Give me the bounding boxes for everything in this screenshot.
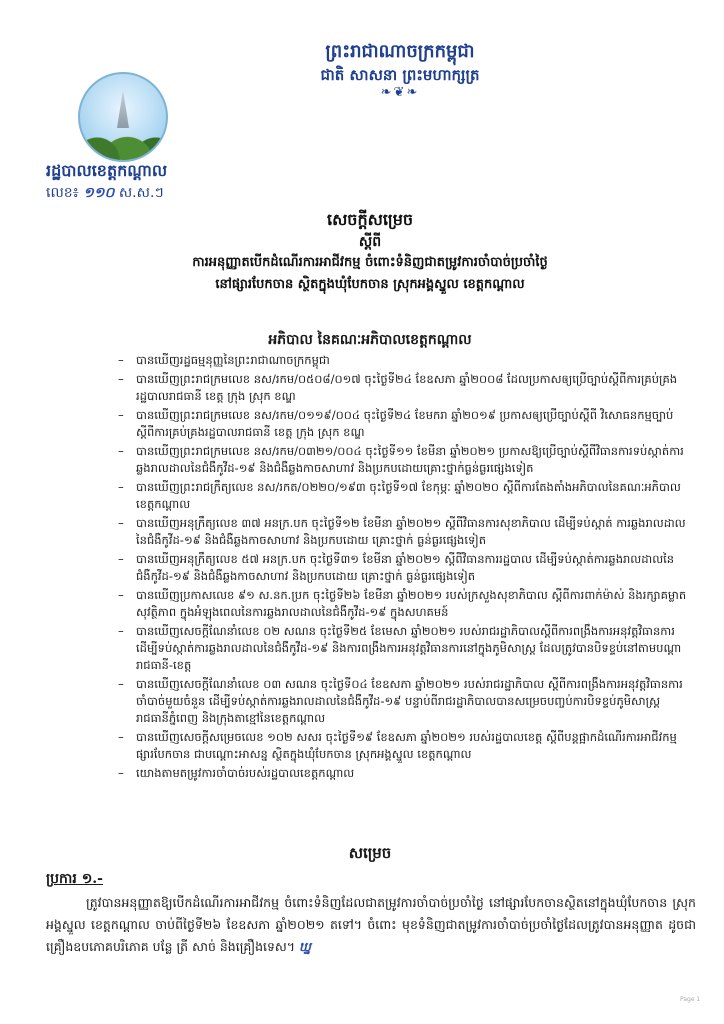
document-number-prefix: លេខ៖ xyxy=(46,185,79,201)
list-item: – បានឃើញសេចក្តីណែនាំលេខ ០២ សណន ចុះថ្ងៃទី២៥ ខែមេសា ឆ្នាំ២០២១ របស់រាជរដ្ឋាភិបាលស្តីពីការពង្រឹងការអនុវត្តវិធានការដើម្បីទប់ស្កាត់ការឆ្លងរាលដាលនៃជំងឺកូវីដ-១៩ និងការពង្រឹងការអនុវត្តវិធានការនៅក្នុងភូមិសាស្ត្រ ដែលត្រូវបានបិទខ្ទប់នៅតាមបណ្តារាជធានី-ខេត្ត xyxy=(118,623,688,674)
kingdom-header xyxy=(250,40,550,100)
document-number-value: ១១០ xyxy=(83,185,115,201)
title-line-1: សេចក្តីសម្រេច xyxy=(326,210,413,229)
article-1-body xyxy=(46,892,696,958)
kingdom-name: ព្រះរាជាណាចក្រកម្ពុជា xyxy=(325,41,475,62)
list-item: – បានឃើញរដ្ឋធម្មនុញ្ញនៃព្រះរាជាណាចក្រកម្ពុជា xyxy=(118,352,688,369)
page-number: Page 1 xyxy=(680,996,701,1003)
list-item: – បានឃើញប្រកាសលេខ ៩១ ស.នក.ប្រក ចុះថ្ងៃទី២៦ ខែមីនា ឆ្នាំ២០២១ របស់ក្រសួងសុខាភិបាល ស្តីពីការពាក់ម៉ាស់ និងរក្សាគម្លាតសុវត្ថិភាព ក្នុងអំឡុងពេលនៃការឆ្លងរាលដាលនៃជំងឺកូវីដ-១៩ ក្នុងសហគមន៍ xyxy=(118,587,688,621)
considerations-list xyxy=(118,352,688,784)
national-motto: ជាតិ សាសនា ព្រះមហាក្សត្រ xyxy=(320,66,480,84)
list-item: – យោងតាមតម្រូវការចាំបាច់របស់រដ្ឋបាលខេត្តកណ្តាល xyxy=(118,765,688,782)
list-item: – បានឃើញអនុក្រឹត្យលេខ ៣៧ អនក្រ.បក ចុះថ្ងៃទី១២ ខែមីនា ឆ្នាំ២០២១ ស្តីពីវិធានការសុខាភិបាល ដើម្បីទប់ស្កាត់ ការឆ្លងរាលដាលនៃជំងឺកូវីដ-១៩ និងជំងឺឆ្លងកាចសាហាវ និងប្រកបដោយ គ្រោះថ្នាក់ ធ្ងន់ធ្ងរផ្សេងទៀត xyxy=(118,515,688,549)
list-item: – បានឃើញអនុក្រឹត្យលេខ ៥៧ អនក្រ.បក ចុះថ្ងៃទី៣១ ខែមីនា ឆ្នាំ២០២១ ស្តីពីវិធានការរដ្ឋបាល ដើម្បីទប់ស្កាត់ការឆ្លងរាលដាលនៃជំងឺកូវីដ-១៩ និងជំងឺឆ្លងកាចសាហាវ និងប្រកបដោយ គ្រោះថ្នាក់ ធ្ងន់ធ្ងរផ្សេងទៀត xyxy=(118,551,688,585)
decision-heading: សម្រេច xyxy=(348,844,392,862)
list-item: – បានឃើញព្រះរាជក្រមលេខ នស/រកម/០១១៩/០០៤ ចុះថ្ងៃទី២៤ ខែមករា ឆ្នាំ២០១៩ ប្រកាសឲ្យប្រើច្បាប់ស្តីពី វិសោធនកម្មច្បាប់ ស្តីពីការគ្រប់គ្រងរដ្ឋបាលរាជធានី ខេត្ត ក្រុង ស្រុក ខណ្ឌ xyxy=(118,407,688,441)
board-heading: អភិបាល នៃគណៈអភិបាលខេត្តកណ្តាល xyxy=(268,332,472,348)
list-item: – បានឃើញព្រះរាជក្រមលេខ នស/រកម/០៣២១/០០៤ ចុះថ្ងៃទី១១ ខែមីនា ឆ្នាំ២០២១ ប្រកាសឱ្យប្រើច្បាប់ស្តីពីវិធានការទប់ស្កាត់ការឆ្លងរាលដាលនៃជំងឺកូវីដ-១៩ និងជំងឺឆ្លងកាចសាហាវ និងប្រកបដោយគ្រោះថ្នាក់ធ្ងន់ធ្ងរផ្សេងទៀត xyxy=(118,443,688,477)
list-item: – បានឃើញសេចក្តីសម្រេចលេខ ១០២ សសរ ចុះថ្ងៃទី១៩ ខែឧសភា ឆ្នាំ២០២១ របស់រដ្ឋបាលខេត្ត ស្តីពីបន្តផ្អាកដំណើរការអាជីវកម្មផ្សារបែកចាន ជាបណ្តោះអាសន្ន ស្ថិតក្នុងឃុំបែកចាន ស្រុកអង្គស្នួល ខេត្តកណ្តាល xyxy=(118,729,688,763)
document-number-suffix: ស.ស.ៗ xyxy=(118,185,164,201)
authority-name: រដ្ឋបាលខេត្តកណ្តាល xyxy=(46,161,168,180)
article-1-text: ត្រូវបានអនុញ្ញាតឱ្យបើកដំណើរការអាជីវកម្ម ចំពោះទំនិញដែលជាតម្រូវការចាំបាច់ប្រចាំថ្ងៃ នៅផ្សារបែកចានស្ថិតនៅក្នុងឃុំបែកចាន ស្រុកអង្គស្នួល ខេត្តកណ្តាល ចាប់ពីថ្ងៃទី២៦ ខែឧសភា ឆ្នាំ២០២១ តទៅ។ ចំពោះ មុខទំនិញជាតម្រូវការចាំបាច់ប្រចាំថ្ងៃដែលត្រូវបានអនុញ្ញាត ដូចជា គ្រឿងឧបភោគបរិភោគ បន្លែ ត្រី សាច់ និងគ្រឿងទេស។ xyxy=(46,895,696,954)
title-line-4: នៅផ្សារបែកចាន ស្ថិតក្នុងឃុំបែកចាន ស្រុកអង្គស្នួល ខេត្តកណ្តាល xyxy=(215,277,525,292)
provincial-seal-logo xyxy=(78,72,168,162)
list-item: – បានឃើញព្រះរាជក្រឹត្យលេខ នស/រកត/០២២០/១៩៣ ចុះថ្ងៃទី១៧ ខែកុម្ភៈ ឆ្នាំ២០២០ ស្តីពីការតែងតាំងអភិបាលនៃគណៈអភិបាលខេត្តកណ្តាល xyxy=(118,479,688,513)
temple-icon xyxy=(117,90,129,128)
document-number xyxy=(46,182,167,204)
article-1-heading: ប្រការ ១.- xyxy=(46,871,103,887)
trees-icon xyxy=(80,126,166,160)
list-item: – បានឃើញសេចក្តីណែនាំលេខ ០៣ សណន ចុះថ្ងៃទី០៤ ខែឧសភា ឆ្នាំ២០២១ របស់រាជរដ្ឋាភិបាល ស្តីពីការពង្រឹងការអនុវត្តវិធានការចាំបាច់មួយចំនួន ដើម្បីទប់ស្កាត់ការឆ្លងរាលដាលនៃជំងឺកូវីដ-១៩ បន្ទាប់ពីរាជរដ្ឋាភិបាលបានសម្រេចបញ្ចប់ការបិទខ្ទប់ភូមិសាស្ត្ររាជធានីភ្នំពេញ និងក្រុងតាខ្មៅនៃខេត្តកណ្តាល xyxy=(118,676,688,727)
list-item: – បានឃើញព្រះរាជក្រមលេខ នស/រកម/០៥០៨/០១៧ ចុះថ្ងៃទី២៤ ខែឧសភា ឆ្នាំ២០០៨ ដែលប្រកាសឲ្យប្រើច្បាប់ស្តីពីការគ្រប់គ្រងរដ្ឋបាលរាជធានី ខេត្ត ក្រុង ស្រុក ខណ្ឌ xyxy=(118,371,688,405)
decision-title xyxy=(150,208,590,296)
title-line-2: ស្តីពី xyxy=(358,234,382,250)
handwritten-initial: ឃ្ន xyxy=(299,939,311,954)
issuing-authority xyxy=(46,160,167,204)
title-line-3: ការអនុញ្ញាតបើកដំណើរការអាជីវកម្ម ចំពោះទំនិញជាតម្រូវការចាំបាច់ប្រចាំថ្ងៃ xyxy=(192,255,548,270)
ornament-divider: ❧❦❧ xyxy=(380,85,420,100)
